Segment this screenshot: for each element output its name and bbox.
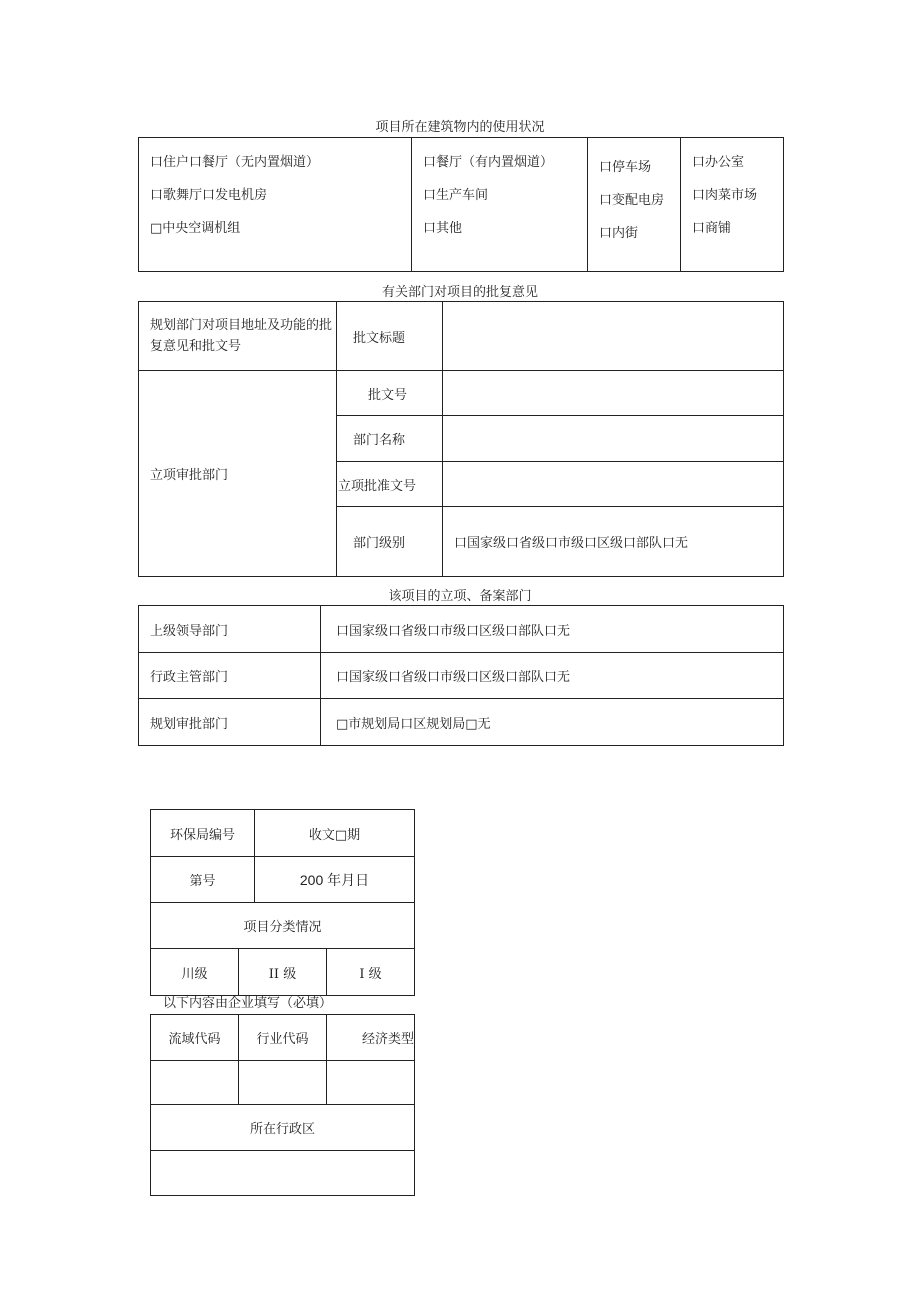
company-table (150, 1014, 415, 1196)
doc-no-label: 批文号 (337, 371, 443, 416)
company-fill-note: 以下内容由企业填写（必填） (163, 996, 333, 1011)
usage-col-3 (588, 138, 681, 272)
dept-name-field[interactable] (443, 416, 784, 462)
level-2-option[interactable]: II 级 (239, 949, 327, 996)
approval-no-label: 立项批准文号 (337, 462, 443, 507)
planning-approval-dept-label: 规划审批部门 (139, 699, 321, 746)
superior-dept-label: 上级领导部门 (139, 606, 321, 653)
checkbox-other[interactable]: 口其他 (423, 221, 463, 236)
usage-col-2 (412, 138, 588, 272)
industry-code-field[interactable] (239, 1061, 327, 1105)
usage-table (138, 137, 784, 272)
level-3-option[interactable]: 川级 (151, 949, 239, 996)
usage-col-4 (681, 138, 784, 272)
superior-dept-options[interactable]: 口国家级口省级口市级口区级口部队口无 (321, 606, 784, 653)
project-approval-dept-label: 立项审批部门 (139, 371, 337, 577)
checkbox-dance-hall-generator-room[interactable]: 口歌舞厅口发电机房 (150, 188, 268, 203)
district-label: 所在行政区 (151, 1105, 415, 1151)
economy-type-label: 经济类型 (327, 1015, 415, 1061)
checkbox-office[interactable]: 口办公室 (692, 155, 745, 170)
planning-approval-dept-options[interactable]: □市规划局口区规划局□无 (321, 699, 784, 746)
checkbox-residence-restaurant-no-flue[interactable]: 口住户口餐厅（无内置烟道） (150, 155, 320, 170)
checkbox-inner-street[interactable]: 口内街 (599, 226, 639, 241)
doc-title-field[interactable] (443, 302, 784, 371)
checkbox-parking[interactable]: 口停车场 (599, 160, 652, 175)
checkbox-restaurant-with-flue[interactable]: 口餐厅（有内置烟道） (423, 155, 554, 170)
level-1-option[interactable]: I 级 (327, 949, 415, 996)
admin-dept-options[interactable]: 口国家级口省级口市级口区级口部队口无 (321, 653, 784, 699)
doc-no-field[interactable] (443, 371, 784, 416)
basin-code-field[interactable] (151, 1061, 239, 1105)
checkbox-shop[interactable]: 口商铺 (692, 221, 732, 236)
approval-table (138, 301, 784, 577)
admin-dept-label: 行政主管部门 (139, 653, 321, 699)
doc-title-label: 批文标题 (337, 302, 443, 371)
usage-section-title: 项目所在建筑物内的使用状况 (375, 120, 545, 135)
filing-section-title: 该项目的立项、备案部门 (388, 589, 532, 604)
district-field[interactable] (151, 1151, 415, 1196)
industry-code-label: 行业代码 (239, 1015, 327, 1061)
checkbox-substation[interactable]: 口变配电房 (599, 193, 665, 208)
approval-section-title: 有关部门对项目的批复意见 (381, 285, 538, 300)
epb-no-label: 环保局编号 (151, 810, 255, 857)
dept-name-label: 部门名称 (337, 416, 443, 462)
checkbox-central-ac-unit[interactable]: □中央空调机组 (150, 221, 241, 236)
no-label: 第号 (151, 857, 255, 903)
checkbox-meat-vegetable-market[interactable]: 口肉菜市场 (692, 188, 758, 203)
date-field[interactable]: 200 年月日 (255, 857, 415, 903)
dept-level-options[interactable]: 口国家级口省级口市级口区级口部队口无 (443, 507, 784, 577)
economy-type-field[interactable] (327, 1061, 415, 1105)
office-table (150, 809, 415, 996)
planning-dept-label: 规划部门对项目地址及功能的批复意见和批文号 (139, 302, 337, 371)
approval-no-field[interactable] (443, 462, 784, 507)
usage-col-1 (139, 138, 412, 272)
checkbox-production-workshop[interactable]: 口生产车间 (423, 188, 489, 203)
category-label: 项目分类情况 (151, 903, 415, 949)
basin-code-label: 流域代码 (151, 1015, 239, 1061)
receive-date-label: 收文□期 (255, 810, 415, 857)
filing-table (138, 605, 784, 746)
dept-level-label: 部门级别 (337, 507, 443, 577)
